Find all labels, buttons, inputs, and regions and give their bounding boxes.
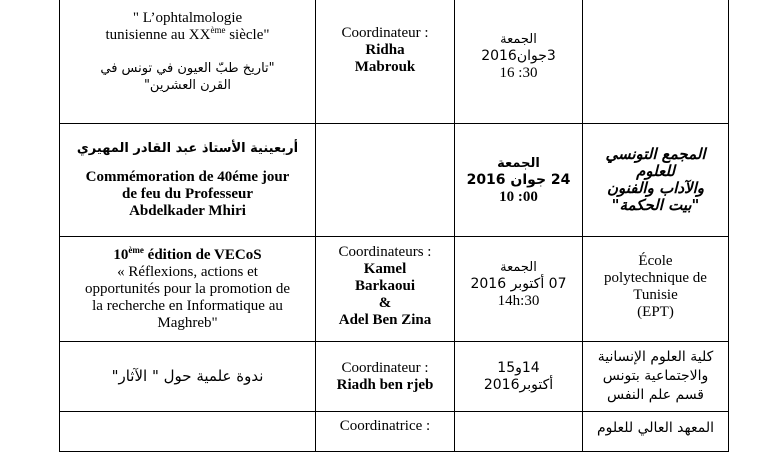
date-cell: 14و15 أكتوبر2016 bbox=[455, 342, 583, 412]
event-title-fr: " L’ophtalmologie tunisienne au XXème siècle" bbox=[105, 10, 270, 43]
coordinator-cell: Coordinateur : Ridha Mabrouk bbox=[316, 0, 455, 124]
events-table bbox=[59, 0, 729, 452]
coordinator-cell: Coordinatrice : bbox=[316, 412, 455, 452]
table-row bbox=[60, 342, 729, 412]
event-title-fr: Commémoration de 40éme jour de feu du Professeur Abdelkader Mhiri bbox=[85, 169, 290, 219]
table-row bbox=[60, 412, 729, 452]
event-title-cell bbox=[60, 412, 316, 452]
organizer-cell bbox=[583, 0, 729, 124]
event-title-ar: "تاريخ طبّ العيون في تونس في القرن العشرين" bbox=[100, 61, 275, 93]
organizer-cell: كلية العلوم الإنسانية والاجتماعية بتونس قسم علم النفس bbox=[583, 342, 729, 412]
event-title-cell: 10ème édition de VECoS « Réflexions, actions et opportunités pour la promotion de la recherche en Informatique au Maghreb" bbox=[60, 237, 316, 342]
date-cell: الجمعة 07 أكتوبر 2016 14h:30 bbox=[455, 237, 583, 342]
date-cell: الجمعة 24 جوان 2016 10 :00 bbox=[455, 124, 583, 237]
coordinator-cell: Coordinateur : Riadh ben rjeb bbox=[316, 342, 455, 412]
table-row bbox=[60, 124, 729, 237]
event-title-ar: أربعينية الأستاذ عبد القادر المهيري bbox=[76, 141, 299, 156]
organizer-cell: المجمع التونسي للعلوم والآداب والفنون "بيت الحكمة" bbox=[583, 124, 729, 237]
table-row bbox=[60, 237, 729, 342]
event-title-cell: ندوة علمية حول " الآثار" bbox=[60, 342, 316, 412]
organizer-cell: المعهد العالي للعلوم bbox=[583, 412, 729, 452]
event-title-cell bbox=[60, 124, 316, 237]
coordinator-cell bbox=[316, 124, 455, 237]
organizer-cell: École polytechnique de Tunisie (EPT) bbox=[583, 237, 729, 342]
date-cell: الجمعة 3جوان2016 16 :30 bbox=[455, 0, 583, 124]
date-cell bbox=[455, 412, 583, 452]
coordinator-cell: Coordinateurs : Kamel Barkaoui & Adel Ben Zina bbox=[316, 237, 455, 342]
table-row bbox=[60, 0, 729, 124]
event-title-cell bbox=[60, 0, 316, 124]
